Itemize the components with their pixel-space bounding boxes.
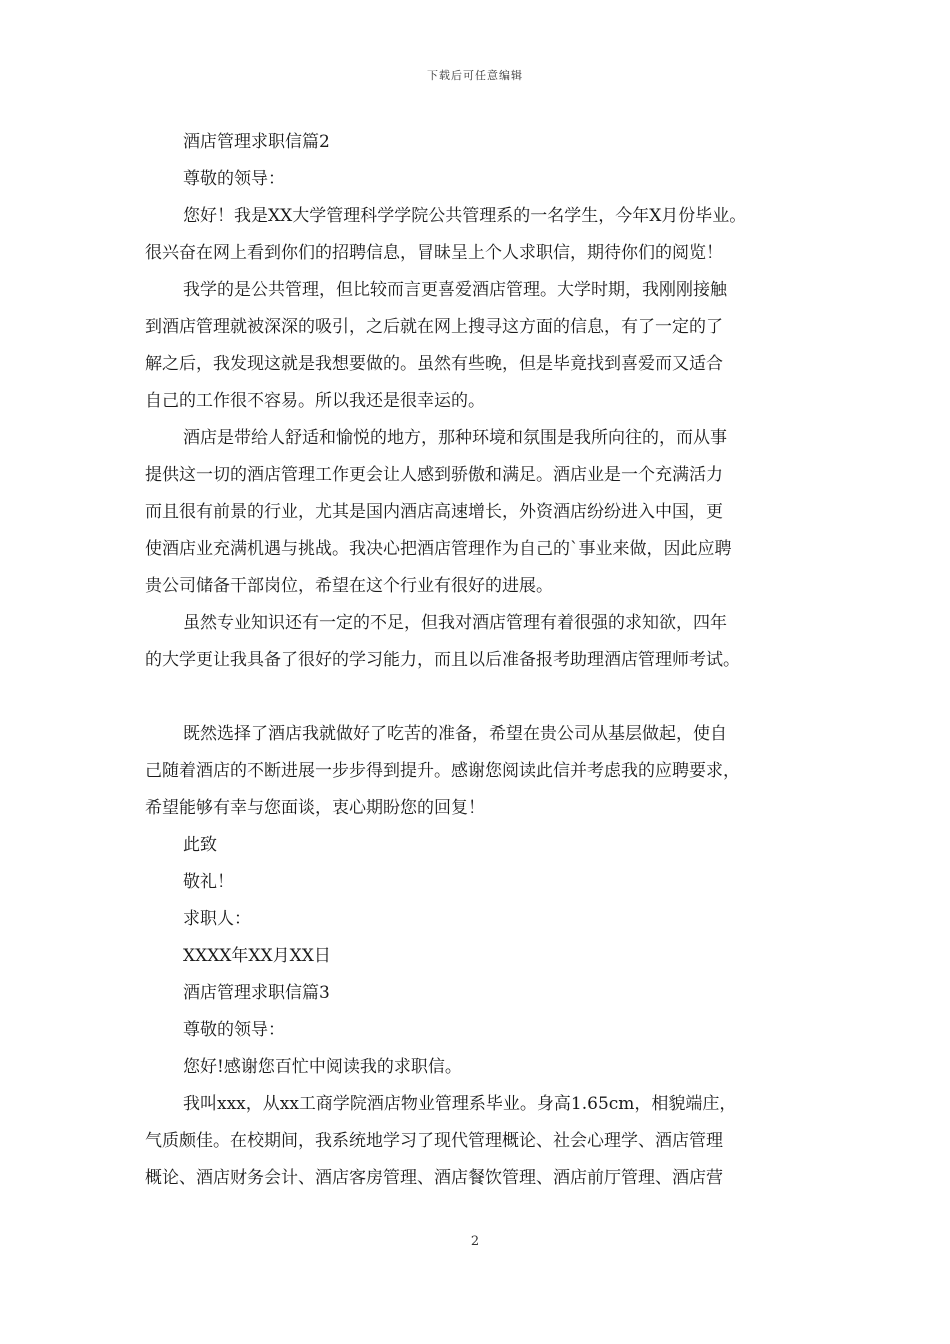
paragraph-line: 使酒店业充满机遇与挑战。我决心把酒店管理作为自己的`事业来做，因此应聘 xyxy=(145,539,732,559)
paragraph-line: 酒店是带给人舒适和愉悦的地方，那种环境和氛围是我所向往的，而从事 xyxy=(183,428,727,448)
paragraph-line: 己随着酒店的不断进展一步步得到提升。感谢您阅读此信并考虑我的应聘要求， xyxy=(145,761,740,781)
paragraph-line: 虽然专业知识还有一定的不足，但我对酒店管理有着很强的求知欲，四年 xyxy=(183,613,727,633)
paragraph-line: 气质颇佳。在校期间，我系统地学习了现代管理概论、社会心理学、酒店管理 xyxy=(145,1131,723,1151)
section-title: 酒店管理求职信篇2 xyxy=(183,132,330,152)
paragraph-line: 您好！我是XX大学管理科学学院公共管理系的一名学生，今年X月份毕业。 xyxy=(183,206,747,226)
paragraph-line: 解之后，我发现这就是我想要做的。虽然有些晚，但是毕竟找到喜爱而又适合 xyxy=(145,354,723,374)
paragraph-line: 概论、酒店财务会计、酒店客房管理、酒店餐饮管理、酒店前厅管理、酒店营 xyxy=(145,1168,723,1188)
signature-label: 求职人： xyxy=(183,909,251,929)
salutation: 尊敬的领导： xyxy=(183,169,285,189)
date-line: XXXX年XX月XX日 xyxy=(183,946,331,966)
paragraph-line: 您好!感谢您百忙中阅读我的求职信。 xyxy=(183,1057,462,1077)
header-note: 下载后可任意编辑 xyxy=(427,69,523,82)
paragraph-line: 的大学更让我具备了很好的学习能力，而且以后准备报考助理酒店管理师考试。 xyxy=(145,650,740,670)
section-title: 酒店管理求职信篇3 xyxy=(183,983,330,1003)
closing-line: 此致 xyxy=(183,835,217,855)
paragraph-line: 很兴奋在网上看到你们的招聘信息，冒昧呈上个人求职信，期待你们的阅览！ xyxy=(145,243,723,263)
paragraph-line: 而且很有前景的行业，尤其是国内酒店高速增长，外资酒店纷纷进入中国，更 xyxy=(145,502,723,522)
paragraph-line: 我叫xxx，从xx工商学院酒店物业管理系毕业。身高1.65cm，相貌端庄， xyxy=(183,1094,737,1114)
paragraph-line: 提供这一切的酒店管理工作更会让人感到骄傲和满足。酒店业是一个充满活力 xyxy=(145,465,723,485)
blank-line xyxy=(145,679,810,716)
salutation: 尊敬的领导： xyxy=(183,1020,285,1040)
paragraph-line: 自己的工作很不容易。所以我还是很幸运的。 xyxy=(145,391,485,411)
page-number: 2 xyxy=(470,1234,480,1249)
paragraph-line: 贵公司储备干部岗位，希望在这个行业有很好的进展。 xyxy=(145,576,553,596)
document-body xyxy=(145,124,810,1197)
paragraph-line: 到酒店管理就被深深的吸引，之后就在网上搜寻这方面的信息，有了一定的了 xyxy=(145,317,723,337)
paragraph-line: 希望能够有幸与您面谈，衷心期盼您的回复！ xyxy=(145,798,485,818)
paragraph-line: 既然选择了酒店我就做好了吃苦的准备，希望在贵公司从基层做起，使自 xyxy=(183,724,727,744)
closing-line: 敬礼！ xyxy=(183,872,234,892)
paragraph-line: 我学的是公共管理，但比较而言更喜爱酒店管理。大学时期，我刚刚接触 xyxy=(183,280,727,300)
